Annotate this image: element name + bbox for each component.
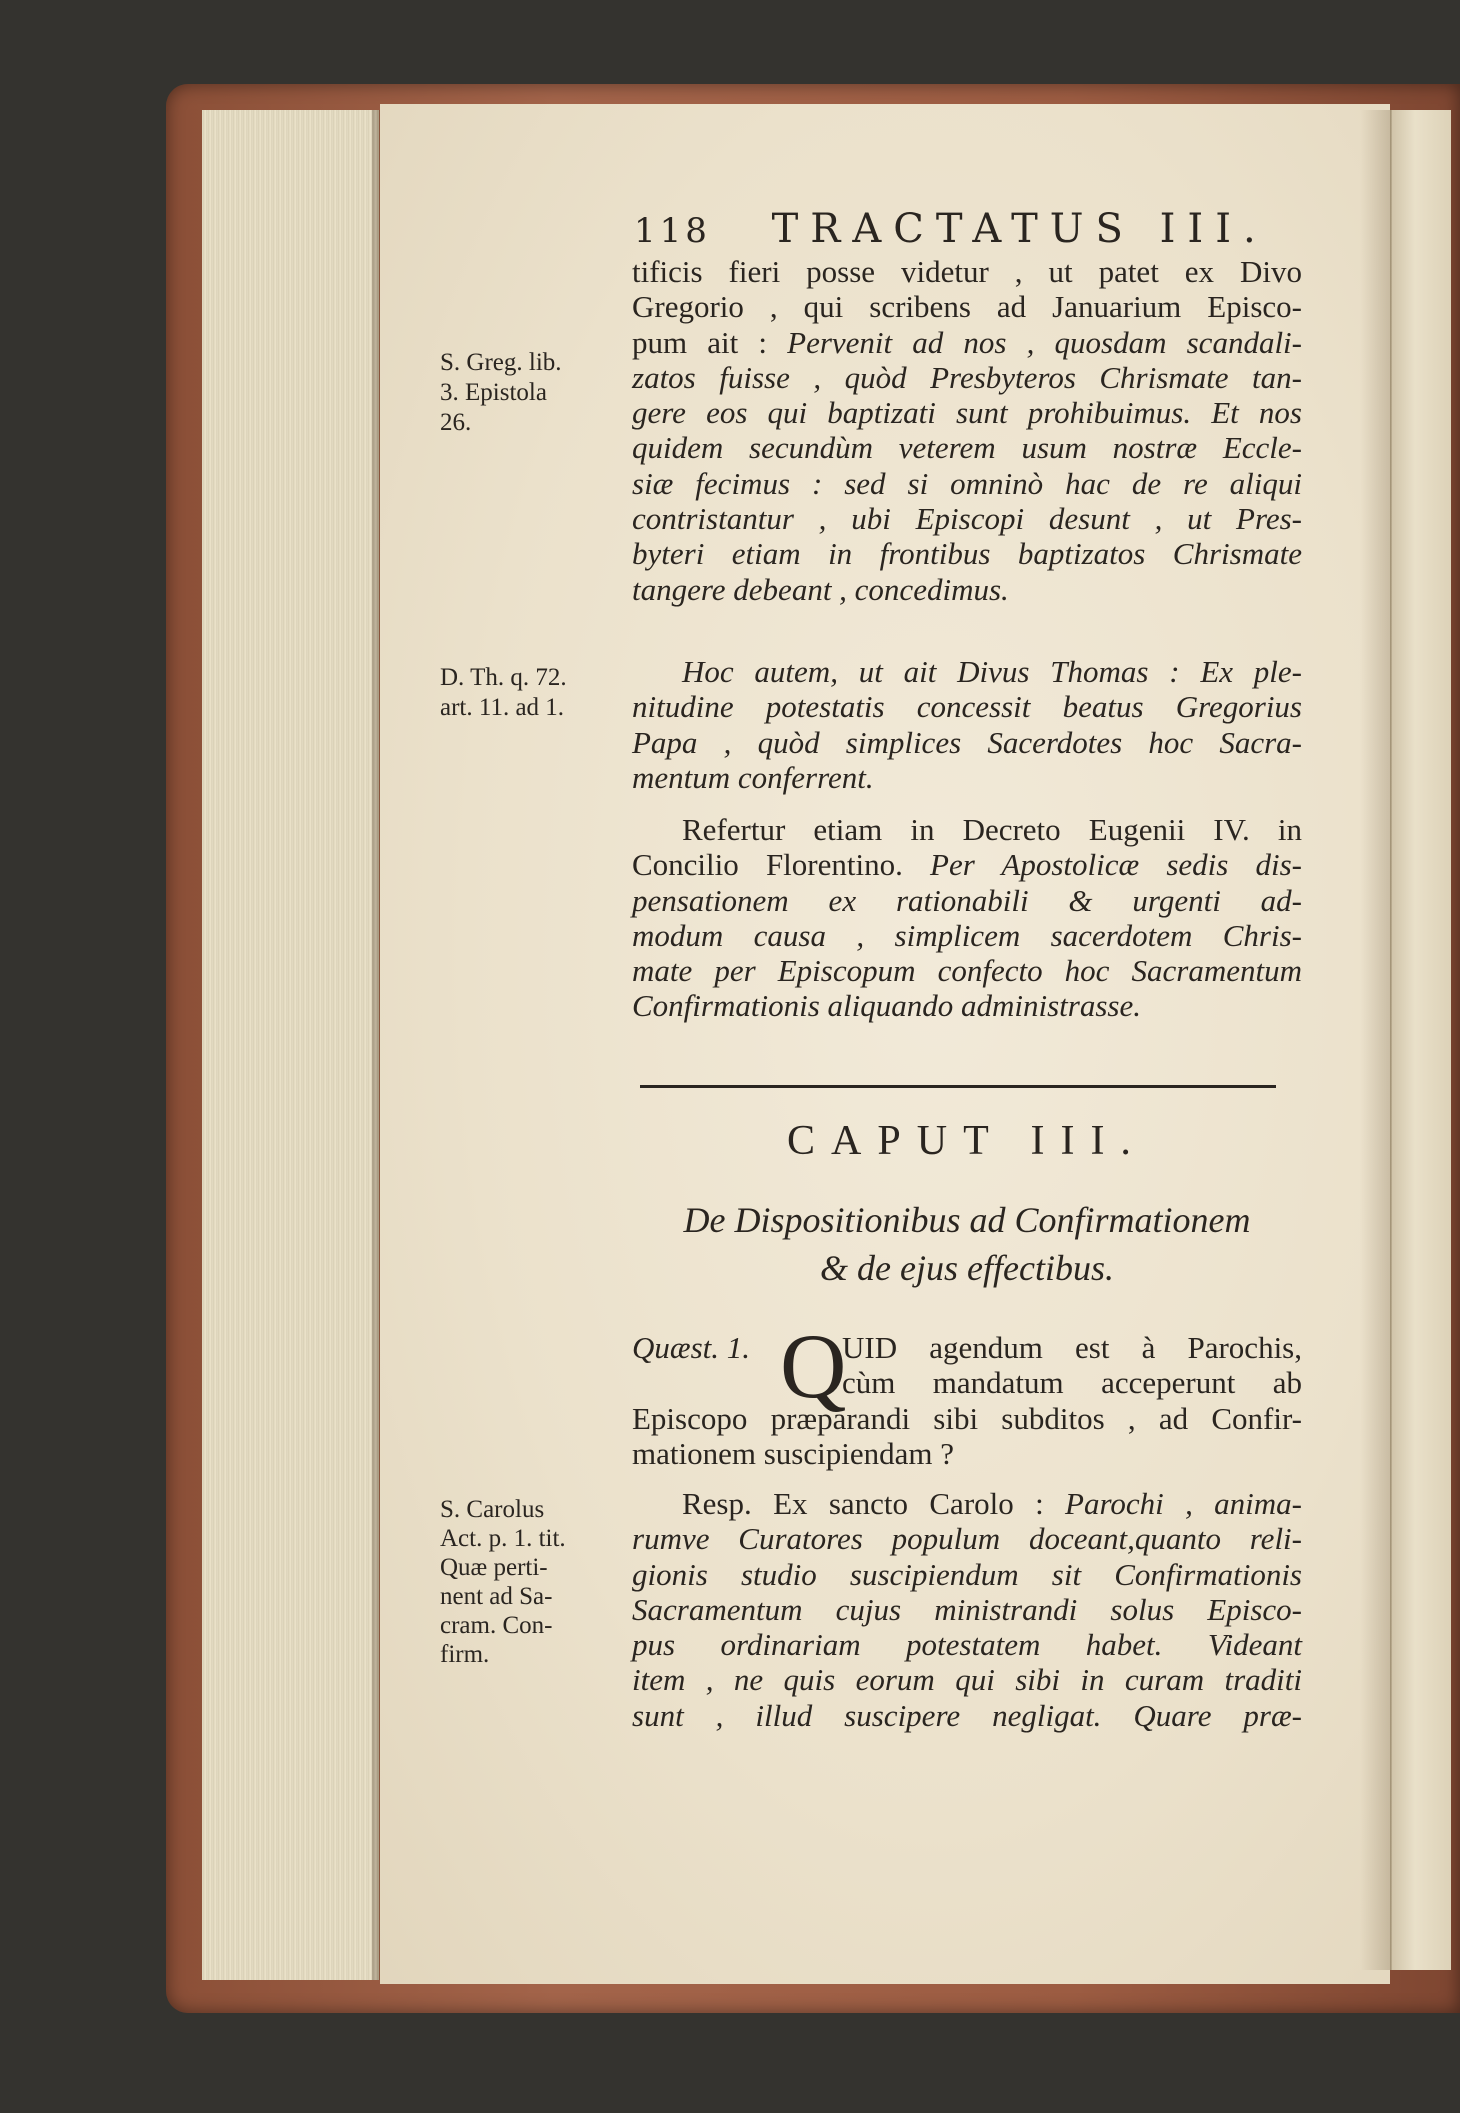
question-opening: UID agendum est à Parochis, cùm mandatum acceperunt ab — [842, 1330, 1302, 1401]
paragraph-thomas: Hoc autem, ut ait Divus Thomas : Ex ple- nitudine potestatis concessit beatus Gregorius Papa , quòd simplices Sacerdotes hoc Sacra- mentum conferrent. — [632, 654, 1303, 795]
section-rule — [640, 1085, 1276, 1088]
running-title: TRACTATUS III. — [771, 206, 1268, 252]
question-label: Quæst. 1. — [632, 1330, 750, 1365]
facing-page-edge — [1390, 110, 1451, 1970]
running-head — [634, 206, 1304, 252]
margin-note-carolus: S. Carolus Act. p. 1. tit. Quæ perti- nent ad Sa- cram. Con- firm. — [440, 1496, 566, 1668]
chapter-subtitle: De Dispositionibus ad Confirmationem & de ejus effectibus. — [683, 1200, 1251, 1288]
page-number: 118 — [634, 211, 711, 251]
margin-note-gregory: S. Greg. lib. 3. Epistola 26. — [440, 349, 562, 436]
question-body: Episcopo præparandi sibi subditos , ad Confir- mationem suscipiendam ? — [632, 1401, 1302, 1472]
paragraph-gregory: tificis fieri posse videtur , ut patet ex Divo Gregorio , qui scribens ad Januarium Episco- pum ait : Pervenit ad nos , quosdam scandali- zatos fuisse , quòd Presbyteros Chrismate tan- gere eos qui baptizati sunt prohibuimus. Et nos quidem secundùm veterem usum nostræ Eccle- siæ fecimus : sed si omninò hac de re aliqui contristantur , ubi Episcopi desunt , ut Pres- byteri etiam in frontibus baptizatos Chrismate tangere debeant , concedimus. — [632, 254, 1302, 607]
gutter-shadow — [1360, 110, 1392, 1970]
paragraph-eugenius: Refertur etiam in Decreto Eugenii IV. in Concilio Florentino. Per Apostolicæ sedis dis- pensationem ex rationabili & urgenti ad- modum causa , simplicem sacerdotem Chris- mate per Episcopum confecto hoc Sacramentum Confirmationis aliquando administrasse. — [632, 812, 1303, 1024]
chapter-heading: CAPUT III. — [787, 1118, 1147, 1164]
drop-cap: Q — [780, 1315, 847, 1417]
margin-note-thomas: D. Th. q. 72. art. 11. ad 1. — [440, 664, 567, 721]
response-paragraph: Resp. Ex sancto Carolo : Parochi , anima- rumve Curatores populum doceant,quanto reli- gionis studio suscipiendum sit Confirmationis Sacramentum cujus ministrandi solus Episco- pus ordinariam potestatem habet. Videant item , ne quis eorum qui sibi in curam traditi sunt , illud suscipere negligat. Quare præ- — [632, 1486, 1302, 1733]
page-edges — [202, 110, 379, 1980]
